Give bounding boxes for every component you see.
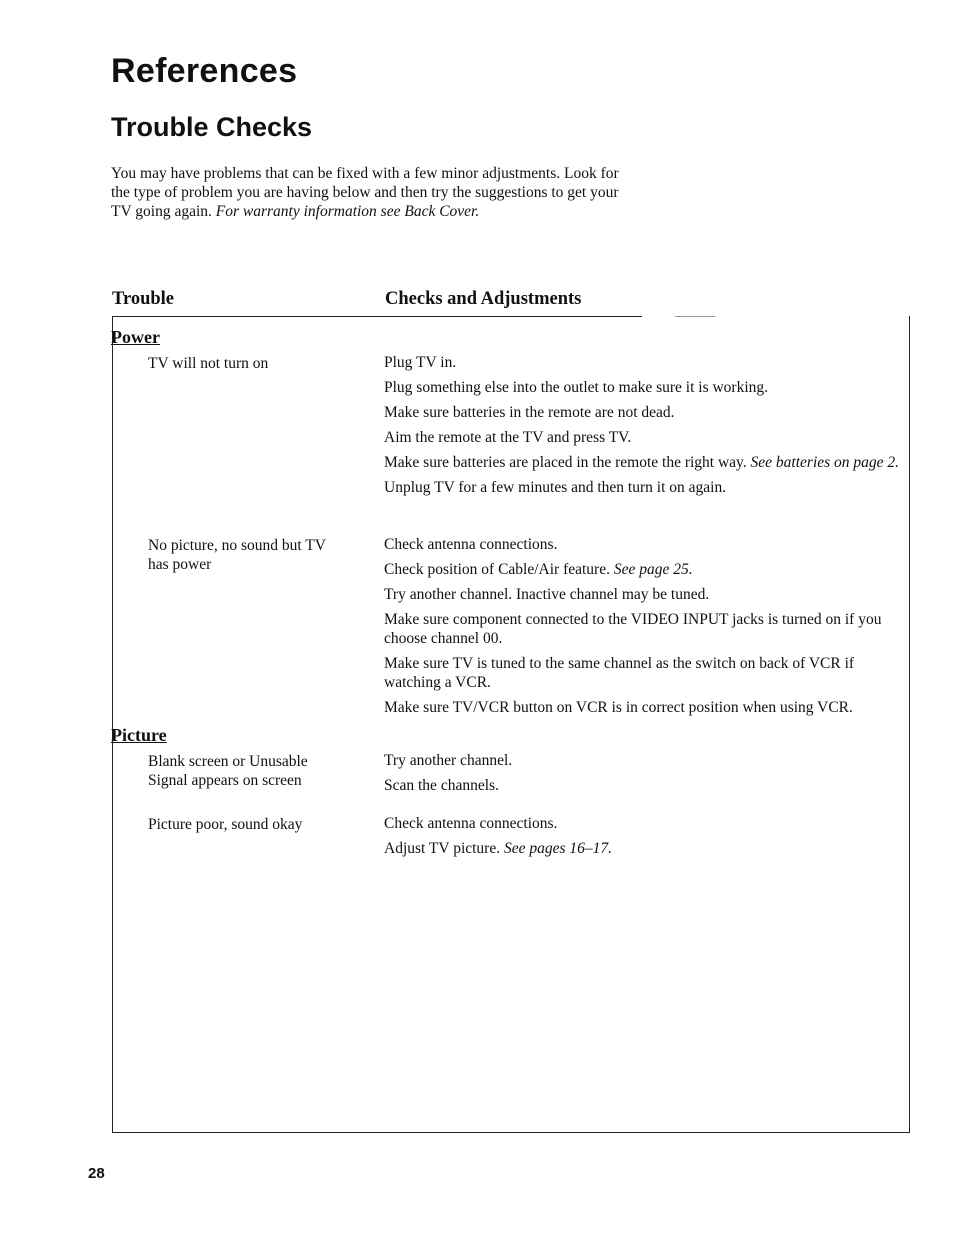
check-item: Make sure TV/VCR button on VCR is in correct position when using VCR. xyxy=(384,699,853,716)
check-item: Make sure batteries are placed in the remote the right way. See batteries on page 2. xyxy=(384,454,900,471)
check-item: Make sure component connected to the VIDEO INPUT jacks is turned on if you choose channel 00. xyxy=(384,611,882,647)
page-heading: Trouble Checks xyxy=(111,112,313,142)
section-title: References xyxy=(111,52,298,90)
check-item: Check antenna connections. xyxy=(384,536,558,553)
checks-blank-screen xyxy=(384,751,902,801)
group-title-power: Power xyxy=(111,327,160,347)
check-item: Plug something else into the outlet to make sure it is working. xyxy=(384,379,769,396)
intro-text: You may have problems that can be fixed with a few minor adjustments. Look for the type of problem you are having below and then try the suggestions to get your TV going again. xyxy=(111,165,619,220)
checks-picture-poor xyxy=(384,814,902,864)
checks-tv-not-turn-on xyxy=(384,353,902,503)
check-item: Make sure TV is tuned to the same channel as the switch on back of VCR if watching a VCR. xyxy=(384,655,855,691)
check-item: Unplug TV for a few minutes and then turn it on again. xyxy=(384,479,727,496)
intro-paragraph xyxy=(111,164,631,221)
group-title-picture: Picture xyxy=(111,725,167,745)
check-item: Aim the remote at the TV and press TV. xyxy=(384,429,632,446)
trouble-tv-not-turn-on: TV will not turn on xyxy=(148,355,269,372)
check-item: Check antenna connections. xyxy=(384,815,558,832)
checks-no-picture-no-sound xyxy=(384,535,902,723)
check-item: Make sure batteries in the remote are not dead. xyxy=(384,404,675,421)
check-item: Check position of Cable/Air feature. See page 25. xyxy=(384,561,693,578)
page-number: 28 xyxy=(88,1165,105,1182)
check-item: Plug TV in. xyxy=(384,354,457,371)
intro-reference: For warranty information see Back Cover. xyxy=(215,203,480,220)
trouble-picture-poor: Picture poor, sound okay xyxy=(148,816,303,833)
check-item: Try another channel. xyxy=(384,752,513,769)
trouble-blank-screen: Blank screen or Unusable Signal appears on screen xyxy=(148,753,308,789)
column-header-trouble: Trouble xyxy=(112,289,175,309)
column-header-checks: Checks and Adjustments xyxy=(385,289,582,309)
check-item: Adjust TV picture. See pages 16–17. xyxy=(384,840,613,857)
check-item: Try another channel. Inactive channel may be tuned. xyxy=(384,586,710,603)
trouble-no-picture-no-sound: No picture, no sound but TV has power xyxy=(148,537,326,573)
check-item: Scan the channels. xyxy=(384,777,499,794)
